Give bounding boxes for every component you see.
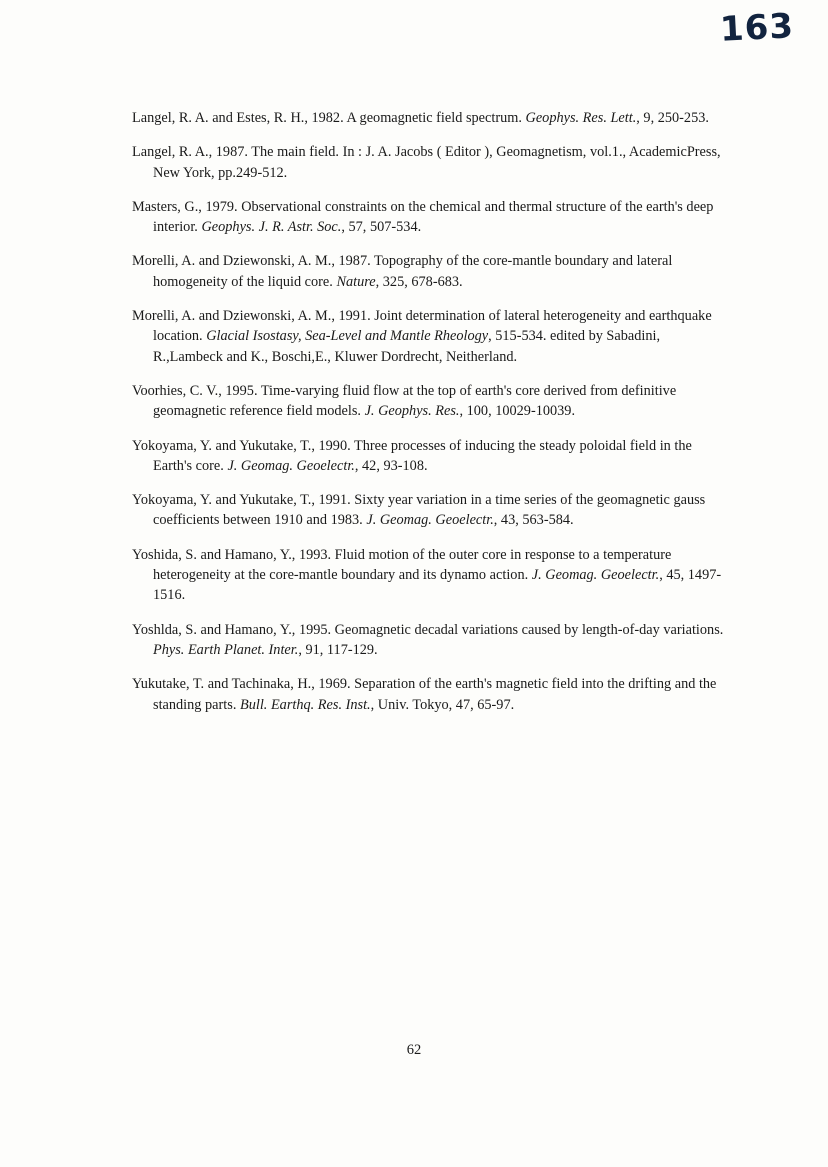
- reference-text: Voorhies, C. V., 1995. Time-varying fluid flow at the top of earth's core derived from definitive geomagnetic reference field models.: [132, 382, 677, 420]
- reference-source-title: J. Geomag. Geoelectr.: [366, 512, 494, 529]
- page-number: 62: [406, 1042, 422, 1058]
- reference-text: , 91, 117-129.: [298, 641, 378, 658]
- handwritten-folio-number: 163: [719, 6, 795, 50]
- reference-text: , Univ. Tokyo, 47, 65-97.: [370, 696, 515, 713]
- reference-text: Langel, R. A., 1987. The main field. In : J. A. Jacobs ( Editor ), Geomagnetism, vol.1., AcademicPress, New York, pp.249-512.: [132, 144, 721, 181]
- reference-source-title: Geophys. J. R. Astr. Soc.: [201, 219, 342, 236]
- reference-entry: [132, 620, 732, 661]
- reference-text: , 325, 678-683.: [375, 273, 463, 290]
- reference-text: Yoshida, S. and Hamano, Y., 1993. Fluid motion of the outer core in response to a temperature heterogeneity at the core-mantle boundary and its dynamo action.: [132, 546, 672, 584]
- reference-text: Morelli, A. and Dziewonski, A. M., 1987. Topography of the core-mantle boundary and lateral homogeneity of the liquid core.: [132, 253, 673, 290]
- reference-source-title: Phys. Earth Planet. Inter.: [153, 641, 299, 658]
- reference-source-title: Geophys. Res. Lett.: [525, 110, 637, 126]
- reference-text: , 100, 10029-10039.: [459, 403, 576, 420]
- reference-entry: [132, 436, 732, 477]
- reference-entry: [132, 674, 732, 715]
- reference-source-title: Glacial Isostasy, Sea-Level and Mantle Rheology: [206, 328, 489, 345]
- reference-text: , 42, 93-108.: [354, 457, 428, 474]
- reference-entry: [132, 142, 732, 183]
- reference-entry: [132, 306, 732, 367]
- reference-entry: [132, 251, 732, 292]
- reference-entry: [132, 545, 732, 606]
- reference-text: Yokoyama, Y. and Yukutake, T., 1990. Three processes of inducing the steady poloidal field in the Earth's core.: [132, 437, 692, 474]
- reference-text: , 57, 507-534.: [341, 219, 422, 236]
- reference-entry: [132, 381, 732, 422]
- reference-text: Morelli, A. and Dziewonski, A. M., 1991. Joint determination of lateral heterogeneity and earthquake location.: [132, 308, 712, 345]
- reference-text: , 45, 1497-1516.: [153, 567, 722, 604]
- reference-text: Masters, G., 1979. Observational constraints on the chemical and thermal structure of the earth's deep interior.: [132, 198, 714, 236]
- reference-source-title: J. Geophys. Res.: [364, 403, 460, 420]
- reference-source-title: Bull. Earthq. Res. Inst.: [239, 696, 371, 713]
- reference-list: [132, 108, 732, 715]
- reference-source-title: J. Geomag. Geoelectr.: [227, 457, 355, 474]
- reference-source-title: J. Geomag. Geoelectr.: [531, 567, 660, 584]
- reference-entry: [132, 490, 732, 531]
- reference-text: , 43, 563-584.: [493, 512, 574, 529]
- reference-text: Yukutake, T. and Tachinaka, H., 1969. Separation of the earth's magnetic field into the drifting and the standing parts.: [132, 676, 717, 713]
- reference-entry: [132, 197, 732, 238]
- reference-entry: [132, 108, 732, 128]
- reference-text: Langel, R. A. and Estes, R. H., 1982. A geomagnetic field spectrum.: [132, 110, 526, 126]
- reference-source-title: Nature: [336, 273, 376, 290]
- reference-text: , 9, 250-253.: [636, 110, 709, 126]
- reference-text: , 515-534. edited by Sabadini, R.,Lambeck and K., Boschi,E., Kluwer Dordrecht, Neitherland.: [153, 328, 661, 365]
- reference-text: Yoshlda, S. and Hamano, Y., 1995. Geomagnetic decadal variations caused by length-of-day variations.: [132, 621, 724, 638]
- reference-text: Yokoyama, Y. and Yukutake, T., 1991. Sixty year variation in a time series of the geomagnetic gauss coefficients between 1910 and 1983.: [132, 492, 706, 529]
